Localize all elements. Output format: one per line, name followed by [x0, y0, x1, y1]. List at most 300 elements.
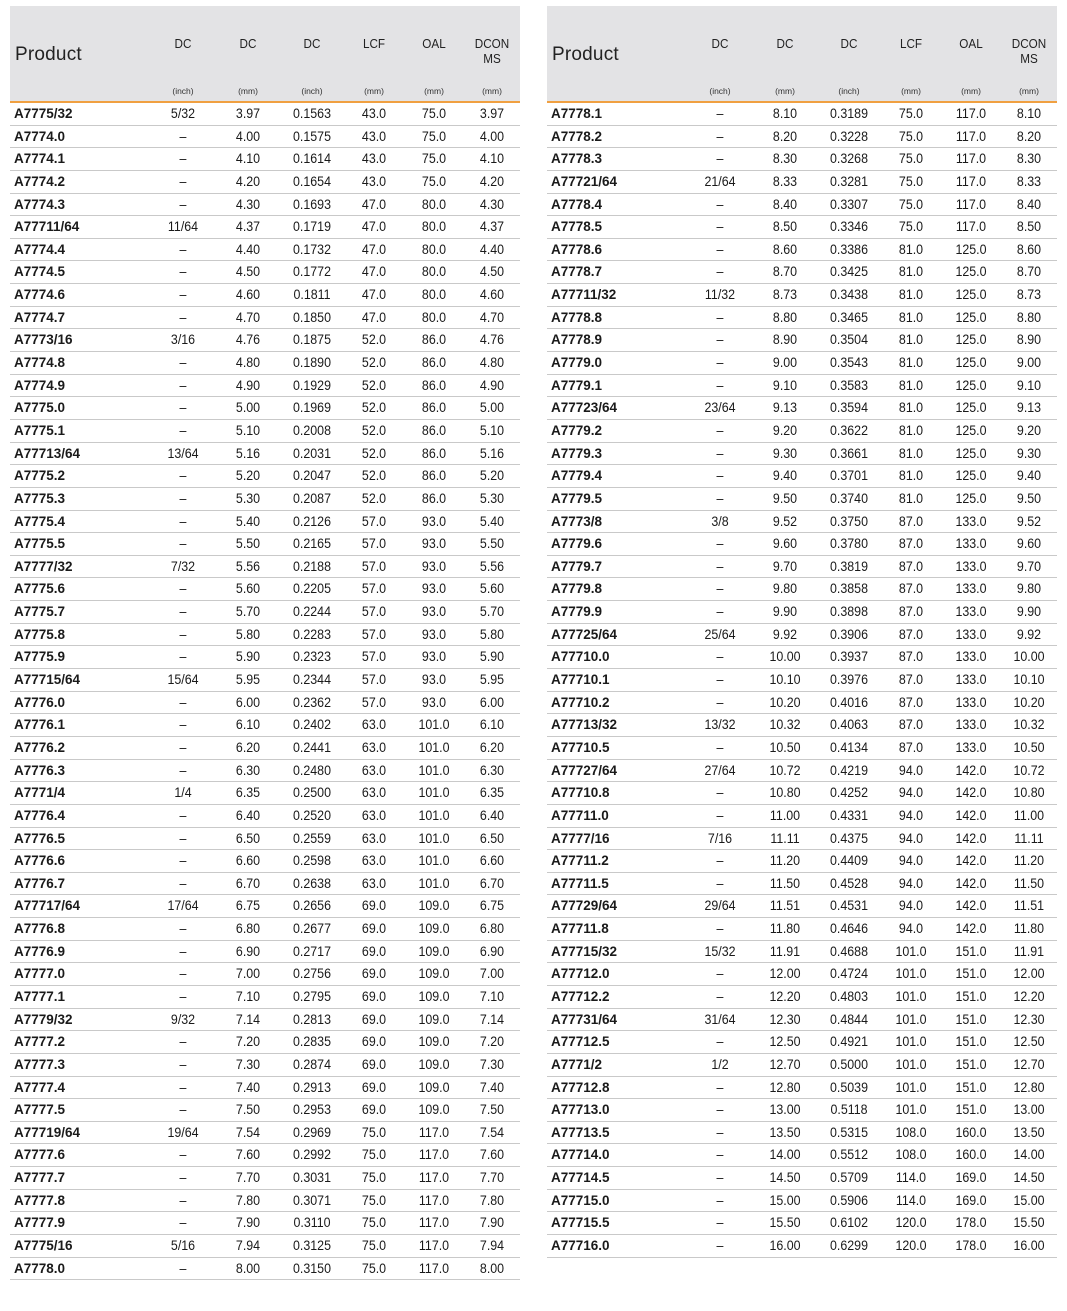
- dcon-ms-cell: 13.00: [1013, 1102, 1045, 1118]
- dcon-ms-cell: 8.73: [1016, 287, 1042, 303]
- lcf-cell: 75.0: [898, 196, 924, 212]
- table-row: [547, 171, 1057, 194]
- product-cell: A7775.3: [14, 490, 66, 506]
- table-row: [10, 918, 520, 941]
- table-row: [10, 171, 520, 194]
- product-cell: A77710.5: [551, 739, 610, 755]
- dc-inch-frac-cell: –: [716, 1124, 724, 1140]
- table-row: [547, 465, 1057, 488]
- product-cell: A7773/8: [551, 513, 603, 529]
- dc-inch-frac-cell: –: [179, 241, 187, 257]
- dc-mm-cell: 12.00: [769, 966, 801, 982]
- dc-inch-cell: 0.2205: [292, 581, 331, 597]
- dc-mm-cell: 4.90: [235, 377, 261, 393]
- product-cell: A77710.1: [551, 672, 610, 688]
- dc-inch-frac-cell: –: [716, 649, 724, 665]
- lcf-cell: 75.0: [361, 1170, 387, 1186]
- dc-inch-frac-cell: –: [716, 445, 724, 461]
- dcon-ms-cell: 8.33: [1016, 173, 1042, 189]
- dc-inch-cell: 0.5906: [829, 1192, 868, 1208]
- dc-mm-cell: 8.30: [772, 151, 798, 167]
- table-row: [547, 986, 1057, 1009]
- table-row: [547, 216, 1057, 239]
- dc-mm-cell: 12.20: [769, 988, 801, 1004]
- dc-inch-frac-cell: –: [716, 1147, 724, 1163]
- lcf-cell: 52.0: [361, 355, 387, 371]
- dc-inch-frac-cell: –: [716, 377, 724, 393]
- product-cell: A7776.1: [14, 717, 66, 733]
- lcf-cell: 63.0: [361, 830, 387, 846]
- dcon-ms-cell: 5.16: [479, 445, 505, 461]
- dc-inch-frac-cell: 13/32: [704, 717, 736, 733]
- dc-inch-cell: 0.2638: [292, 875, 331, 891]
- oal-cell: 101.0: [418, 739, 450, 755]
- oal-cell: 133.0: [955, 672, 987, 688]
- dc-mm-cell: 7.60: [235, 1147, 261, 1163]
- dc-inch-frac-cell: –: [716, 1079, 724, 1095]
- lcf-cell: 101.0: [895, 1079, 927, 1095]
- dc-inch-frac-cell: 21/64: [704, 173, 736, 189]
- dc-inch-frac-cell: 27/64: [704, 762, 736, 778]
- dc-mm-cell: 6.50: [235, 830, 261, 846]
- dc-mm-cell: 4.40: [235, 241, 261, 257]
- lcf-cell: 108.0: [895, 1147, 927, 1163]
- dc-mm-cell: 11.11: [770, 830, 800, 846]
- dc-inch-cell: 0.3307: [829, 196, 868, 212]
- oal-cell: 142.0: [955, 807, 987, 823]
- product-cell: A7777.0: [14, 966, 66, 982]
- dc-inch-frac-cell: –: [179, 196, 187, 212]
- dc-mm-cell: 11.91: [769, 943, 801, 959]
- dc-inch-frac-cell: –: [179, 1170, 187, 1186]
- lcf-cell: 69.0: [361, 988, 387, 1004]
- lcf-cell: 43.0: [361, 128, 387, 144]
- dc-inch-frac-cell: –: [179, 966, 187, 982]
- product-cell: A7777.3: [14, 1056, 66, 1072]
- dc-inch-frac-cell: –: [179, 649, 187, 665]
- oal-cell: 101.0: [418, 785, 450, 801]
- oal-cell: 178.0: [955, 1215, 987, 1231]
- col-dc-inch-header: DC: [840, 36, 858, 51]
- dc-inch-frac-cell: –: [179, 1192, 187, 1208]
- table-row: [10, 284, 520, 307]
- dc-inch-cell: 0.4646: [829, 921, 868, 937]
- product-cell: A77711/64: [14, 219, 80, 235]
- dc-inch-frac-cell: –: [716, 309, 724, 325]
- dc-mm-cell: 15.50: [769, 1215, 801, 1231]
- dc-inch-cell: 0.2913: [292, 1079, 331, 1095]
- oal-cell: 117.0: [418, 1170, 450, 1186]
- dc-mm-cell: 9.13: [772, 400, 798, 416]
- product-cell: A77714.0: [551, 1147, 610, 1163]
- oal-cell: 109.0: [418, 988, 450, 1004]
- dc-inch-cell: 0.2031: [292, 445, 331, 461]
- lcf-cell: 47.0: [361, 309, 387, 325]
- product-cell: A7777.8: [14, 1192, 66, 1208]
- product-cell: A77715.5: [551, 1215, 610, 1231]
- table-row: [547, 103, 1057, 126]
- lcf-cell: 81.0: [898, 468, 924, 484]
- lcf-cell: 101.0: [895, 988, 927, 1004]
- lcf-cell: 47.0: [361, 196, 387, 212]
- dcon-ms-cell: 5.80: [479, 626, 505, 642]
- oal-cell: 142.0: [955, 853, 987, 869]
- product-cell: A7777/32: [14, 558, 73, 574]
- dc-inch-cell: 0.2520: [292, 807, 331, 823]
- col-dc-inch-frac-unit: (inch): [709, 86, 731, 96]
- dc-inch-frac-cell: –: [179, 830, 187, 846]
- product-cell: A77723/64: [551, 400, 618, 416]
- dc-mm-cell: 10.00: [769, 649, 801, 665]
- dc-inch-frac-cell: –: [716, 966, 724, 982]
- col-dcon-header: DCON MS: [474, 36, 510, 66]
- dc-inch-frac-cell: –: [716, 581, 724, 597]
- product-cell: A77710.2: [551, 694, 610, 710]
- lcf-cell: 63.0: [361, 807, 387, 823]
- dc-mm-cell: 7.90: [235, 1215, 261, 1231]
- dc-inch-frac-cell: 15/64: [167, 672, 199, 688]
- table-row: [547, 714, 1057, 737]
- dcon-ms-cell: 4.60: [479, 287, 505, 303]
- dc-mm-cell: 9.90: [772, 604, 798, 620]
- dcon-ms-cell: 5.30: [479, 490, 505, 506]
- oal-cell: 101.0: [418, 807, 450, 823]
- dc-inch-cell: 0.1811: [293, 287, 331, 303]
- dc-inch-cell: 0.2835: [292, 1034, 331, 1050]
- dc-mm-cell: 13.00: [769, 1102, 801, 1118]
- table-row: [10, 873, 520, 896]
- dc-inch-cell: 0.3701: [829, 468, 868, 484]
- dcon-ms-cell: 6.40: [479, 807, 505, 823]
- oal-cell: 101.0: [418, 762, 450, 778]
- dc-mm-cell: 5.90: [235, 649, 261, 665]
- product-cell: A7776.3: [14, 762, 66, 778]
- col-oal-header: OAL: [959, 36, 983, 51]
- dc-inch-cell: 0.4409: [829, 853, 868, 869]
- oal-cell: 133.0: [955, 694, 987, 710]
- lcf-cell: 94.0: [898, 898, 924, 914]
- dc-inch-cell: 0.1929: [292, 377, 331, 393]
- dc-mm-cell: 9.10: [772, 377, 798, 393]
- dc-mm-cell: 14.00: [769, 1147, 801, 1163]
- table-row: [547, 895, 1057, 918]
- oal-cell: 133.0: [955, 581, 987, 597]
- lcf-cell: 87.0: [898, 672, 924, 688]
- lcf-cell: 47.0: [361, 241, 387, 257]
- col-lcf-unit: (mm): [901, 86, 921, 96]
- oal-cell: 86.0: [421, 468, 447, 484]
- product-cell: A77717/64: [14, 898, 81, 914]
- lcf-cell: 87.0: [898, 604, 924, 620]
- dcon-ms-cell: 8.30: [1016, 151, 1042, 167]
- dc-inch-frac-cell: –: [716, 921, 724, 937]
- dc-inch-cell: 0.2795: [292, 988, 331, 1004]
- dc-mm-cell: 9.80: [772, 581, 798, 597]
- dc-mm-cell: 5.20: [235, 468, 261, 484]
- lcf-cell: 69.0: [361, 1034, 387, 1050]
- product-cell: A7774.7: [14, 309, 66, 325]
- dc-inch-cell: 0.3622: [829, 422, 868, 438]
- dc-inch-frac-cell: –: [179, 1102, 187, 1118]
- table-row: [547, 511, 1057, 534]
- dc-inch-cell: 0.3281: [829, 173, 868, 189]
- dc-inch-cell: 0.3438: [829, 287, 868, 303]
- dc-inch-frac-cell: –: [179, 468, 187, 484]
- lcf-cell: 69.0: [361, 898, 387, 914]
- dc-mm-cell: 6.30: [235, 762, 261, 778]
- dc-mm-cell: 10.10: [769, 672, 801, 688]
- lcf-cell: 81.0: [898, 264, 924, 280]
- oal-cell: 142.0: [955, 875, 987, 891]
- dc-inch-frac-cell: –: [716, 785, 724, 801]
- right-table: [547, 6, 1057, 1258]
- product-cell: A7774.6: [14, 287, 66, 303]
- dc-inch-cell: 0.2165: [292, 536, 331, 552]
- dcon-ms-cell: 6.35: [479, 785, 505, 801]
- dcon-ms-cell: 9.80: [1016, 581, 1042, 597]
- lcf-cell: 114.0: [895, 1192, 927, 1208]
- table-row: [10, 194, 520, 217]
- dc-mm-cell: 6.40: [235, 807, 261, 823]
- table-row: [10, 714, 520, 737]
- dcon-ms-cell: 8.20: [1016, 128, 1042, 144]
- oal-cell: 178.0: [955, 1238, 987, 1254]
- product-cell: A7777.4: [14, 1079, 66, 1095]
- oal-cell: 117.0: [418, 1147, 450, 1163]
- table-row: [547, 805, 1057, 828]
- product-cell: A77725/64: [551, 626, 618, 642]
- dcon-ms-cell: 8.00: [479, 1260, 505, 1276]
- lcf-cell: 57.0: [361, 604, 387, 620]
- dc-mm-cell: 11.50: [769, 875, 801, 891]
- product-cell: A77711.8: [551, 921, 609, 937]
- col-lcf-header: LCF: [362, 36, 386, 51]
- dc-inch-cell: 0.3268: [829, 151, 868, 167]
- product-cell: A7776.0: [14, 694, 66, 710]
- dc-inch-frac-cell: –: [179, 151, 187, 167]
- dc-mm-cell: 4.76: [235, 332, 261, 348]
- lcf-cell: 63.0: [361, 739, 387, 755]
- oal-cell: 75.0: [421, 106, 447, 121]
- lcf-cell: 69.0: [361, 966, 387, 982]
- dc-inch-frac-cell: –: [179, 1079, 187, 1095]
- product-cell: A7779.2: [551, 422, 603, 438]
- product-cell: A7777/16: [551, 830, 610, 846]
- dc-inch-cell: 0.1969: [292, 400, 331, 416]
- dc-inch-cell: 0.4331: [829, 807, 868, 823]
- dc-mm-cell: 9.70: [772, 558, 798, 574]
- dc-inch-cell: 0.4016: [829, 694, 868, 710]
- dc-mm-cell: 7.14: [235, 1011, 261, 1027]
- dc-inch-cell: 0.3906: [829, 626, 868, 642]
- oal-cell: 160.0: [955, 1124, 987, 1140]
- table-row: [10, 103, 520, 126]
- dc-inch-cell: 0.3661: [829, 445, 868, 461]
- oal-cell: 117.0: [955, 219, 987, 235]
- dcon-ms-cell: 10.72: [1013, 762, 1045, 778]
- oal-cell: 117.0: [418, 1192, 450, 1208]
- dc-inch-cell: 0.3031: [292, 1170, 331, 1186]
- product-cell: A7778.0: [14, 1260, 66, 1276]
- dc-mm-cell: 8.90: [772, 332, 798, 348]
- product-cell: A7777.9: [14, 1215, 66, 1231]
- table-row: [547, 1009, 1057, 1032]
- table-row: [547, 126, 1057, 149]
- dc-mm-cell: 7.30: [235, 1056, 261, 1072]
- dcon-ms-cell: 10.10: [1013, 672, 1045, 688]
- dc-inch-cell: 0.2874: [292, 1056, 331, 1072]
- dc-inch-frac-cell: –: [716, 468, 724, 484]
- dc-inch-frac-cell: –: [179, 400, 187, 416]
- dcon-ms-cell: 16.00: [1013, 1238, 1045, 1254]
- product-cell: A7779.0: [551, 355, 603, 371]
- table-row: [10, 1077, 520, 1100]
- dc-inch-frac-cell: –: [179, 604, 187, 620]
- oal-cell: 93.0: [421, 672, 447, 688]
- dc-inch-frac-cell: –: [179, 1260, 187, 1276]
- table-row: [10, 465, 520, 488]
- dcon-ms-cell: 12.30: [1013, 1011, 1045, 1027]
- dc-mm-cell: 4.80: [235, 355, 261, 371]
- lcf-cell: 69.0: [361, 1102, 387, 1118]
- dc-inch-cell: 0.1732: [292, 241, 331, 257]
- dc-inch-cell: 0.3346: [829, 219, 868, 235]
- dcon-ms-cell: 9.90: [1016, 604, 1042, 620]
- product-cell: A77719/64: [14, 1124, 81, 1140]
- lcf-cell: 81.0: [898, 241, 924, 257]
- dc-mm-cell: 9.60: [772, 536, 798, 552]
- lcf-cell: 120.0: [895, 1238, 927, 1254]
- dcon-ms-cell: 15.50: [1013, 1215, 1045, 1231]
- dc-inch-cell: 0.4528: [829, 875, 868, 891]
- product-cell: A7775.5: [14, 536, 66, 552]
- dc-inch-cell: 0.5118: [830, 1102, 868, 1118]
- table-row: [10, 692, 520, 715]
- dcon-ms-cell: 5.40: [479, 513, 505, 529]
- dcon-ms-cell: 4.10: [479, 151, 505, 167]
- oal-cell: 101.0: [418, 853, 450, 869]
- product-cell: A77710.8: [551, 785, 610, 801]
- dc-mm-cell: 9.00: [772, 355, 798, 371]
- oal-cell: 125.0: [955, 445, 987, 461]
- dc-inch-cell: 0.3740: [829, 490, 868, 506]
- dc-inch-frac-cell: 1/2: [711, 1056, 729, 1072]
- product-cell: A7776.9: [14, 943, 66, 959]
- product-cell: A7778.8: [551, 309, 603, 325]
- lcf-cell: 75.0: [361, 1260, 387, 1276]
- table-row: [10, 782, 520, 805]
- dc-inch-frac-cell: –: [179, 943, 187, 959]
- oal-cell: 151.0: [955, 943, 987, 959]
- lcf-cell: 75.0: [361, 1124, 387, 1140]
- table-row: [547, 1099, 1057, 1122]
- dcon-ms-cell: 7.70: [479, 1170, 505, 1186]
- dc-mm-cell: 8.60: [772, 241, 798, 257]
- dc-inch-frac-cell: –: [179, 355, 187, 371]
- dc-inch-cell: 0.2047: [292, 468, 331, 484]
- table-row: [10, 352, 520, 375]
- table-row: [10, 895, 520, 918]
- table-row: [10, 1099, 520, 1122]
- oal-cell: 151.0: [955, 1034, 987, 1050]
- dc-mm-cell: 5.70: [235, 604, 261, 620]
- dc-inch-frac-cell: –: [179, 1034, 187, 1050]
- oal-cell: 80.0: [421, 309, 447, 325]
- lcf-cell: 94.0: [898, 807, 924, 823]
- oal-cell: 101.0: [418, 830, 450, 846]
- dc-mm-cell: 7.10: [235, 988, 261, 1004]
- table-row: [547, 782, 1057, 805]
- oal-cell: 125.0: [955, 468, 987, 484]
- product-cell: A7774.4: [14, 241, 66, 257]
- dc-inch-frac-cell: 3/8: [711, 513, 729, 529]
- product-cell: A7776.6: [14, 853, 66, 869]
- table-row: [10, 261, 520, 284]
- dc-inch-cell: 0.3071: [292, 1192, 331, 1208]
- dc-mm-cell: 16.00: [769, 1238, 801, 1254]
- product-cell: A77715/32: [551, 943, 618, 959]
- dc-inch-frac-cell: 9/32: [170, 1011, 196, 1027]
- product-cell: A77713/64: [14, 445, 81, 461]
- dcon-ms-cell: 9.52: [1016, 513, 1042, 529]
- lcf-cell: 52.0: [361, 490, 387, 506]
- product-cell: A77711/32: [551, 287, 617, 303]
- oal-cell: 125.0: [955, 264, 987, 280]
- table-row: [547, 578, 1057, 601]
- dc-inch-frac-cell: 5/16: [170, 1238, 196, 1254]
- dc-inch-frac-cell: –: [179, 173, 187, 189]
- dc-inch-cell: 0.4844: [829, 1011, 868, 1027]
- dcon-ms-cell: 4.76: [479, 332, 505, 348]
- dcon-ms-cell: 6.50: [479, 830, 505, 846]
- dc-inch-frac-cell: –: [716, 1034, 724, 1050]
- dcon-ms-cell: 6.90: [479, 943, 505, 959]
- product-cell: A7777.5: [14, 1102, 66, 1118]
- lcf-cell: 52.0: [361, 422, 387, 438]
- dcon-ms-cell: 9.40: [1016, 468, 1042, 484]
- dc-inch-frac-cell: 1/4: [174, 785, 192, 801]
- table-row: [547, 420, 1057, 443]
- table-row: [547, 556, 1057, 579]
- dc-inch-frac-cell: –: [716, 241, 724, 257]
- table-row: [10, 941, 520, 964]
- dcon-ms-cell: 11.80: [1013, 921, 1045, 937]
- table-row: [547, 963, 1057, 986]
- dcon-ms-cell: 5.00: [479, 400, 505, 416]
- dcon-ms-cell: 9.92: [1016, 626, 1042, 642]
- lcf-cell: 101.0: [895, 966, 927, 982]
- product-cell: A7775.0: [14, 400, 66, 416]
- dc-inch-cell: 0.1614: [292, 151, 331, 167]
- table-row: [10, 397, 520, 420]
- dc-mm-cell: 11.00: [769, 807, 801, 823]
- table-row: [10, 805, 520, 828]
- oal-cell: 117.0: [955, 151, 987, 167]
- dcon-ms-cell: 7.30: [479, 1056, 505, 1072]
- lcf-cell: 57.0: [361, 513, 387, 529]
- dc-mm-cell: 11.51: [769, 898, 801, 914]
- product-cell: A77712.8: [551, 1079, 610, 1095]
- dc-inch-cell: 0.1654: [292, 173, 331, 189]
- dc-inch-cell: 0.2480: [292, 762, 331, 778]
- oal-cell: 151.0: [955, 988, 987, 1004]
- dc-mm-cell: 9.30: [772, 445, 798, 461]
- table-row: [547, 646, 1057, 669]
- table-row: [10, 375, 520, 398]
- dc-mm-cell: 7.70: [235, 1170, 261, 1186]
- oal-cell: 75.0: [421, 128, 447, 144]
- col-dc-inch-unit: (inch): [838, 86, 860, 96]
